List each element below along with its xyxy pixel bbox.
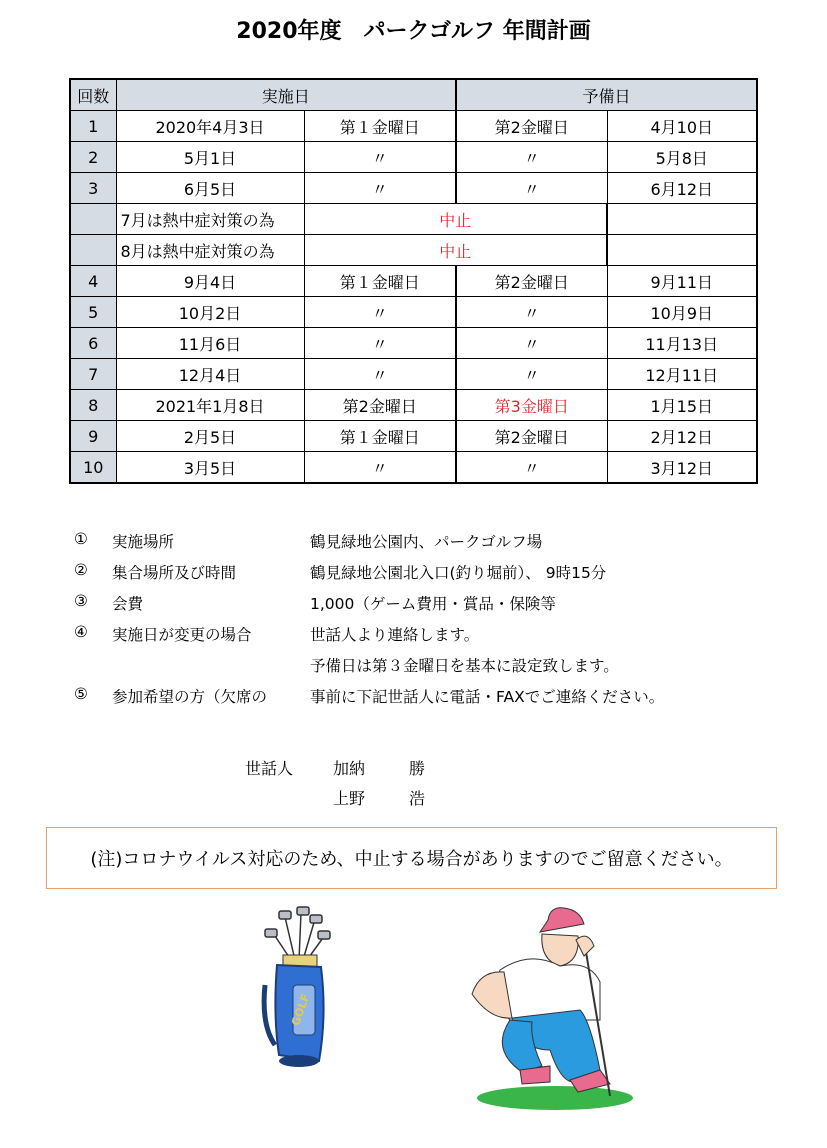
sewanin-surname: 加納 — [333, 759, 366, 778]
item-value: 世話人より連絡します。 — [310, 626, 480, 644]
cell-yobi-date: 11月13日 — [607, 328, 757, 359]
notice-box — [46, 827, 777, 889]
sewanin-given: 勝 — [409, 759, 426, 778]
cell-date: 10月2日 — [116, 297, 304, 328]
cell-yobi-week: 第2金曜日 — [456, 421, 607, 452]
item-value: 事前に下記世話人に電話・FAXでご連絡ください。 — [310, 688, 665, 706]
cell-yobi-date: 12月11日 — [607, 359, 757, 390]
table-row — [70, 204, 757, 235]
cell-num: 6 — [70, 328, 116, 359]
cell-date: 2月5日 — [116, 421, 304, 452]
item-value: 1,000（ゲーム費用・賞品・保険等 — [310, 595, 556, 613]
cell-week: 第１金曜日 — [304, 421, 456, 452]
cell-week: 第１金曜日 — [304, 111, 456, 142]
item-value: 鶴見緑地公園内、パークゴルフ場 — [310, 533, 543, 551]
cell-yobi-week: 〃 — [456, 173, 607, 204]
cell-status: 中止 — [304, 235, 607, 266]
cell-empty — [607, 204, 757, 235]
cell-num: 10 — [70, 452, 116, 484]
page-title: 2020年度 パークゴルフ 年間計画 — [236, 19, 591, 44]
cell-num-empty — [70, 204, 116, 235]
item-mark: ② — [74, 561, 88, 579]
item-value: 鶴見緑地公園北入口(釣り堀前）、 9時15分 — [310, 564, 607, 582]
cell-yobi-date: 1月15日 — [607, 390, 757, 421]
golf-bag-label: GOLF — [288, 992, 313, 1028]
cell-yobi-week: 〃 — [456, 297, 607, 328]
notice-text: (注)コロナウイルス対応のため、中止する場合がありますのでご留意ください。 — [90, 849, 733, 870]
cell-num: 1 — [70, 111, 116, 142]
cell-yobi-date: 10月9日 — [607, 297, 757, 328]
table-row — [70, 173, 757, 204]
table-row — [70, 142, 757, 173]
cell-yobi-week: 〃 — [456, 142, 607, 173]
item-label: 実施場所 — [112, 533, 175, 551]
header-num: 回数 — [70, 79, 116, 111]
table-header-row — [70, 79, 757, 111]
cell-yobi-week: 〃 — [456, 359, 607, 390]
cell-date: 12月4日 — [116, 359, 304, 390]
item-mark: ③ — [74, 592, 88, 610]
sewanin-label: 世話人 — [245, 759, 294, 778]
cell-yobi-week: 〃 — [456, 452, 607, 484]
cell-status: 中止 — [304, 204, 607, 235]
item-label: 集合場所及び時間 — [112, 564, 237, 582]
cell-yobi-date: 5月8日 — [607, 142, 757, 173]
cell-week: 〃 — [304, 142, 456, 173]
item-mark: ④ — [74, 623, 88, 641]
cell-date: 2020年4月3日 — [116, 111, 304, 142]
sewanin-given: 浩 — [409, 789, 426, 808]
cell-yobi-week: 第3金曜日 — [456, 390, 607, 421]
cell-week: 〃 — [304, 452, 456, 484]
cell-num: 4 — [70, 266, 116, 297]
table-row — [70, 266, 757, 297]
header-jisshi: 実施日 — [116, 79, 456, 111]
cell-yobi-week: 第2金曜日 — [456, 266, 607, 297]
cell-num: 7 — [70, 359, 116, 390]
cell-num: 9 — [70, 421, 116, 452]
cell-note: 8月は熱中症対策の為 — [116, 235, 304, 266]
item-label: 実施日が変更の場合 — [112, 626, 252, 644]
cell-week: 〃 — [304, 359, 456, 390]
cell-yobi-date: 4月10日 — [607, 111, 757, 142]
cell-week: 第１金曜日 — [304, 266, 456, 297]
cell-note: 7月は熱中症対策の為 — [116, 204, 304, 235]
cell-date: 6月5日 — [116, 173, 304, 204]
item-mark: ① — [74, 530, 88, 548]
golfer-illustration — [460, 900, 640, 1115]
cell-yobi-week: 〃 — [456, 328, 607, 359]
cell-date: 5月1日 — [116, 142, 304, 173]
table-row — [70, 297, 757, 328]
item-label: 参加希望の方（欠席の — [112, 688, 268, 706]
cell-date: 2021年1月8日 — [116, 390, 304, 421]
cell-week: 〃 — [304, 173, 456, 204]
cell-yobi-date: 2月12日 — [607, 421, 757, 452]
item-label: 会費 — [112, 595, 144, 613]
schedule-table — [69, 78, 758, 484]
table-row — [70, 235, 757, 266]
cell-num: 3 — [70, 173, 116, 204]
cell-week: 〃 — [304, 297, 456, 328]
cell-week: 〃 — [304, 328, 456, 359]
table-row — [70, 452, 757, 484]
cell-num: 8 — [70, 390, 116, 421]
table-row — [70, 421, 757, 452]
cell-date: 3月5日 — [116, 452, 304, 484]
table-row — [70, 359, 757, 390]
cell-num: 2 — [70, 142, 116, 173]
cell-date: 9月4日 — [116, 266, 304, 297]
cell-yobi-date: 6月12日 — [607, 173, 757, 204]
cell-num-empty — [70, 235, 116, 266]
table-row — [70, 111, 757, 142]
cell-date: 11月6日 — [116, 328, 304, 359]
cell-empty — [607, 235, 757, 266]
cell-yobi-week: 第2金曜日 — [456, 111, 607, 142]
cell-week: 第2金曜日 — [304, 390, 456, 421]
golf-bag-icon — [255, 905, 335, 1075]
item-value: 予備日は第３金曜日を基本に設定致します。 — [310, 657, 619, 675]
sewanin-surname: 上野 — [333, 789, 366, 808]
cell-yobi-date: 3月12日 — [607, 452, 757, 484]
cell-num: 5 — [70, 297, 116, 328]
item-mark: ⑤ — [74, 685, 88, 703]
table-row — [70, 328, 757, 359]
cell-yobi-date: 9月11日 — [607, 266, 757, 297]
header-yobi: 予備日 — [456, 79, 757, 111]
table-row — [70, 390, 757, 421]
